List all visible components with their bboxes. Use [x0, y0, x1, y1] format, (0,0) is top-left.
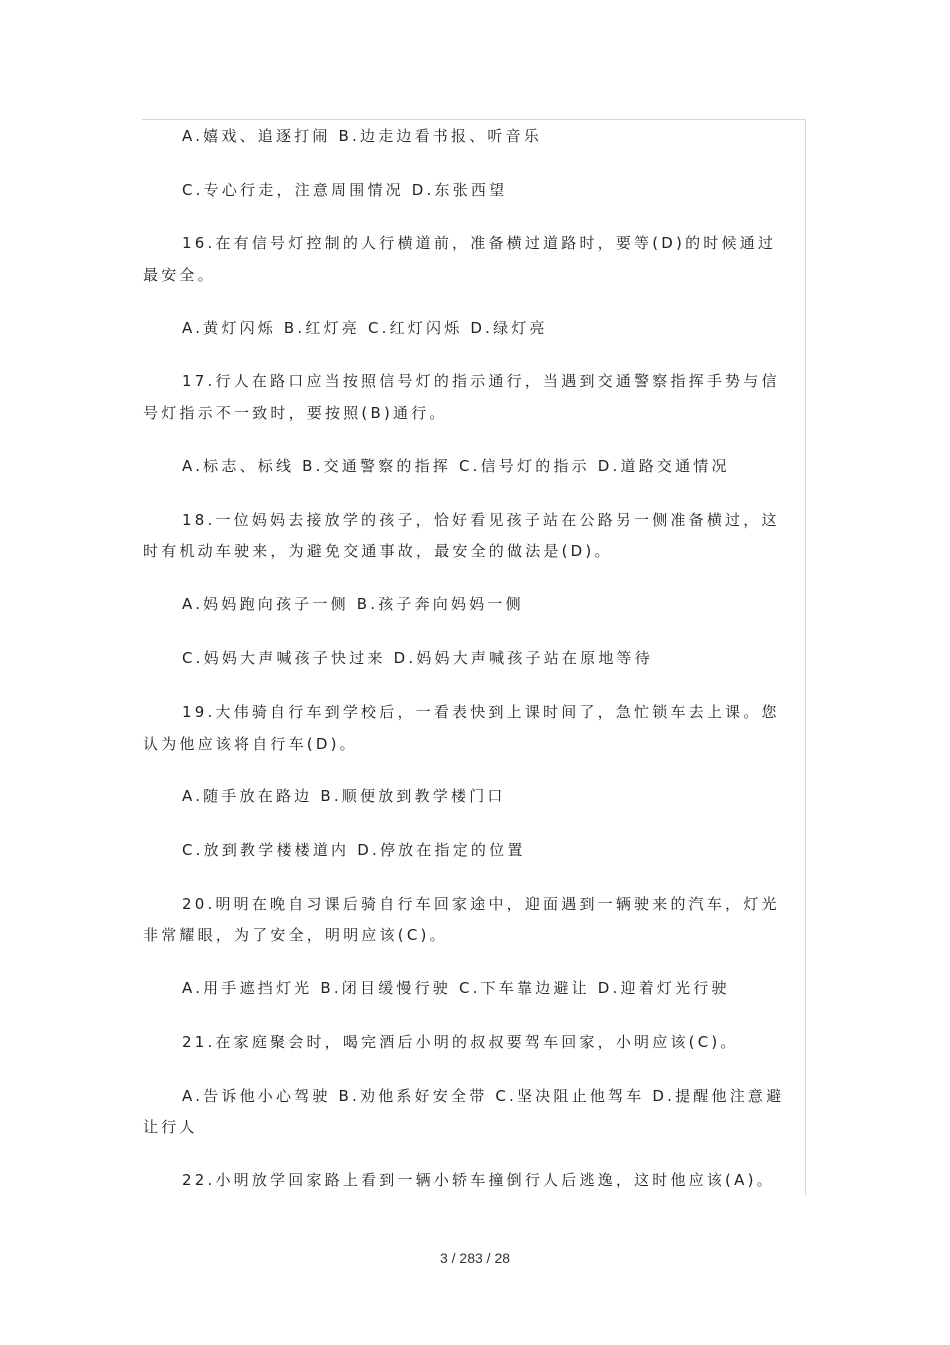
question-16-line-1: 16.在有信号灯控制的人行横道前，准备横过道路时，要等(D)的时候通过	[182, 234, 777, 252]
option-line: A.随手放在路边 B.顺便放到教学楼门口	[182, 787, 506, 805]
question-16-line-2: 最安全。	[143, 266, 216, 284]
page-number: 3 / 283 / 28	[439, 1250, 511, 1266]
question-20-line-1: 20.明明在晚自习课后骑自行车回家途中，迎面遇到一辆驶来的汽车，灯光	[182, 895, 780, 913]
option-line: C.专心行走，注意周围情况 D.东张西望	[182, 181, 508, 199]
option-line: A.嬉戏、追逐打闹 B.边走边看书报、听音乐	[182, 127, 542, 145]
option-line: A.用手遮挡灯光 B.闭目缓慢行驶 C.下车靠边避让 D.迎着灯光行驶	[182, 979, 730, 997]
question-19-line-1: 19.大伟骑自行车到学校后，一看表快到上课时间了，急忙锁车去上课。您	[182, 703, 780, 721]
option-line: A.黄灯闪烁 B.红灯亮 C.红灯闪烁 D.绿灯亮	[182, 319, 548, 337]
question-18-line-1: 18.一位妈妈去接放学的孩子，恰好看见孩子站在公路另一侧准备横过，这	[182, 511, 780, 529]
question-17-line-2: 号灯指示不一致时，要按照(B)通行。	[143, 404, 448, 422]
option-line: C.放到教学楼楼道内 D.停放在指定的位置	[182, 841, 526, 859]
question-21-line-1: 21.在家庭聚会时，喝完酒后小明的叔叔要驾车回家，小明应该(C)。	[182, 1033, 739, 1051]
option-line: A.妈妈跑向孩子一侧 B.孩子奔向妈妈一侧	[182, 595, 524, 613]
question-19-line-2: 认为他应该将自行车(D)。	[143, 735, 358, 753]
option-line: A.标志、标线 B.交通警察的指挥 C.信号灯的指示 D.道路交通情况	[182, 457, 730, 475]
question-17-line-1: 17.行人在路口应当按照信号灯的指示通行，当遇到交通警察指挥手势与信	[182, 372, 780, 390]
option-line-continued: 让行人	[143, 1118, 198, 1136]
option-line: A.告诉他小心驾驶 B.劝他系好安全带 C.坚决阻止他驾车 D.提醒他注意避	[182, 1087, 785, 1105]
question-20-line-2: 非常耀眼，为了安全，明明应该(C)。	[143, 926, 448, 944]
option-line: C.妈妈大声喊孩子快过来 D.妈妈大声喊孩子站在原地等待	[182, 649, 653, 667]
question-18-line-2: 时有机动车驶来，为避免交通事故，最安全的做法是(D)。	[143, 542, 613, 560]
question-22-line-1: 22.小明放学回家路上看到一辆小轿车撞倒行人后逃逸，这时他应该(A)。	[182, 1171, 775, 1189]
